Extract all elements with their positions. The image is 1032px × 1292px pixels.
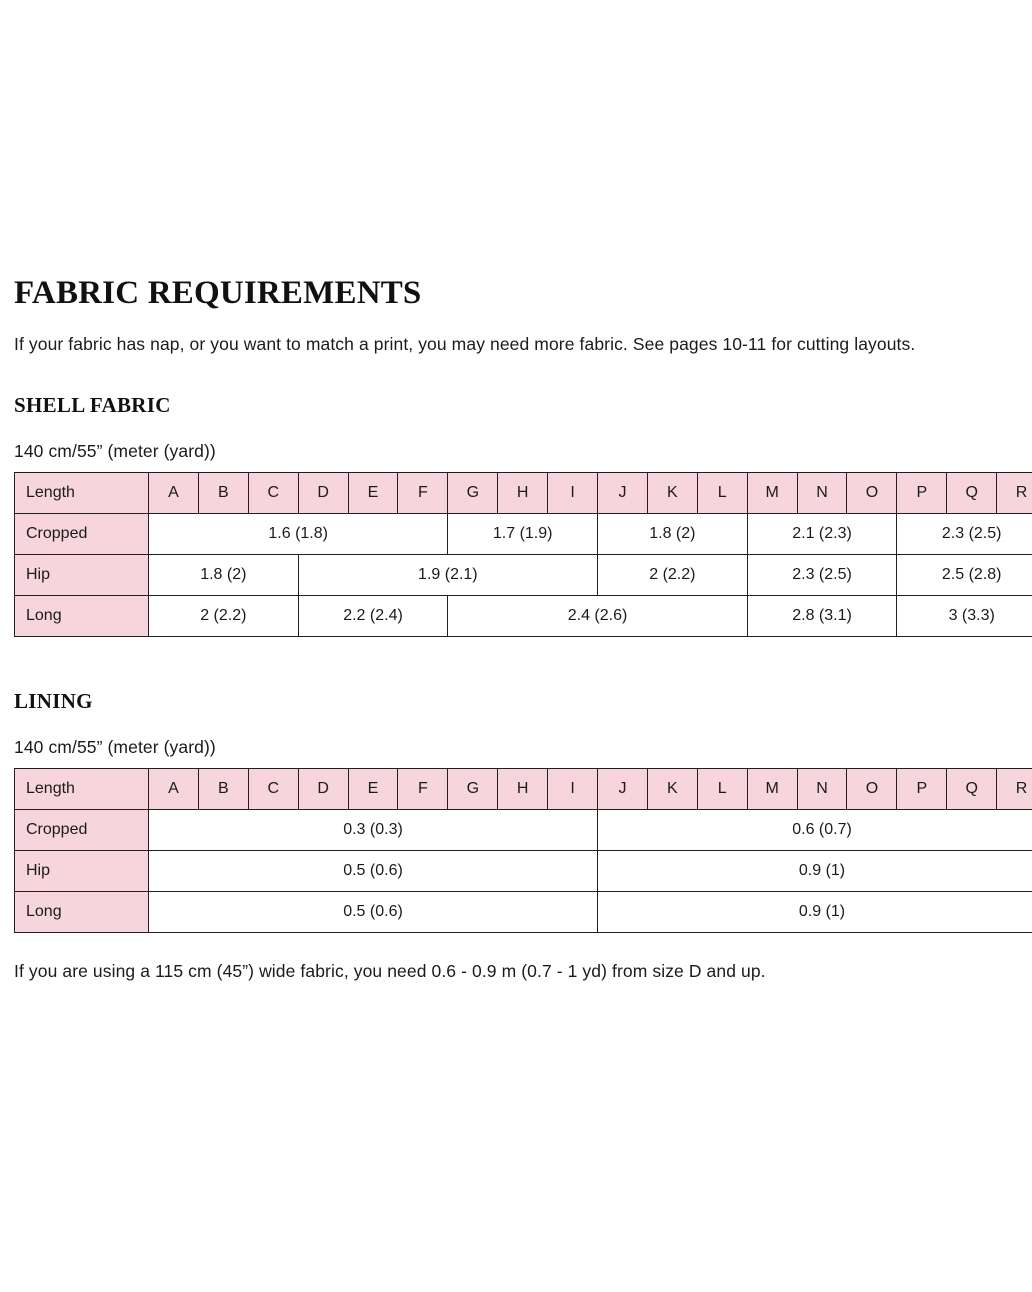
measurement-cell: 3 (3.3): [897, 596, 1032, 637]
header-size-g: G: [448, 769, 498, 810]
measurement-cell: 0.3 (0.3): [149, 810, 598, 851]
header-size-d: D: [298, 769, 348, 810]
shell-fabric-table: [14, 472, 1032, 637]
header-size-c: C: [248, 769, 298, 810]
header-length-label: Length: [15, 769, 149, 810]
header-size-j: J: [598, 769, 648, 810]
measurement-cell: 2.4 (2.6): [448, 596, 747, 637]
header-size-r: R: [997, 473, 1032, 514]
table-header-row: [15, 769, 1032, 810]
table-row: [15, 892, 1032, 933]
measurement-cell: 2.3 (2.5): [747, 555, 897, 596]
measurement-cell: 2.1 (2.3): [747, 514, 897, 555]
header-size-l: L: [697, 769, 747, 810]
measurement-cell: 0.9 (1): [598, 892, 1032, 933]
table-row: [15, 555, 1032, 596]
header-size-h: H: [498, 473, 548, 514]
header-size-q: Q: [947, 769, 997, 810]
header-size-e: E: [348, 769, 398, 810]
table-row: [15, 596, 1032, 637]
measurement-cell: 2.8 (3.1): [747, 596, 897, 637]
lining-table-caption: 140 cm/55” (meter (yard)): [14, 737, 216, 758]
measurement-cell: 2.2 (2.4): [298, 596, 448, 637]
header-size-e: E: [348, 473, 398, 514]
header-size-p: P: [897, 473, 947, 514]
header-size-b: B: [198, 769, 248, 810]
row-label: Hip: [15, 851, 149, 892]
measurement-cell: 0.6 (0.7): [598, 810, 1032, 851]
section-heading-lining: LINING: [14, 689, 93, 714]
measurement-cell: 2.5 (2.8): [897, 555, 1032, 596]
header-size-g: G: [448, 473, 498, 514]
header-size-f: F: [398, 769, 448, 810]
section-heading-shell-fabric: SHELL FABRIC: [14, 393, 171, 418]
header-size-f: F: [398, 473, 448, 514]
row-label: Long: [15, 892, 149, 933]
lining-table-body: [15, 769, 1032, 933]
header-size-q: Q: [947, 473, 997, 514]
measurement-cell: 2.3 (2.5): [897, 514, 1032, 555]
header-size-k: K: [647, 769, 697, 810]
header-size-a: A: [149, 769, 199, 810]
row-label: Hip: [15, 555, 149, 596]
row-label: Long: [15, 596, 149, 637]
header-size-i: I: [548, 769, 598, 810]
measurement-cell: 1.7 (1.9): [448, 514, 598, 555]
lining-fabric-table: [14, 768, 1032, 933]
shell-table-caption: 140 cm/55” (meter (yard)): [14, 441, 216, 462]
header-size-m: M: [747, 769, 797, 810]
measurement-cell: 1.8 (2): [149, 555, 299, 596]
measurement-cell: 1.8 (2): [598, 514, 748, 555]
page-title: FABRIC REQUIREMENTS: [14, 275, 422, 311]
row-label: Cropped: [15, 810, 149, 851]
table-row: [15, 851, 1032, 892]
shell-table-body: [15, 473, 1032, 637]
row-label: Cropped: [15, 514, 149, 555]
header-size-a: A: [149, 473, 199, 514]
header-size-o: O: [847, 769, 897, 810]
header-size-i: I: [548, 473, 598, 514]
header-size-h: H: [498, 769, 548, 810]
measurement-cell: 1.6 (1.8): [149, 514, 448, 555]
header-size-l: L: [697, 473, 747, 514]
header-size-c: C: [248, 473, 298, 514]
header-size-n: N: [797, 473, 847, 514]
header-size-m: M: [747, 473, 797, 514]
measurement-cell: 1.9 (2.1): [298, 555, 597, 596]
measurement-cell: 2 (2.2): [149, 596, 299, 637]
measurement-cell: 0.9 (1): [598, 851, 1032, 892]
header-size-d: D: [298, 473, 348, 514]
table-row: [15, 810, 1032, 851]
header-size-b: B: [198, 473, 248, 514]
header-length-label: Length: [15, 473, 149, 514]
header-size-r: R: [997, 769, 1032, 810]
table-row: [15, 514, 1032, 555]
measurement-cell: 0.5 (0.6): [149, 892, 598, 933]
header-size-n: N: [797, 769, 847, 810]
footnote-paragraph: If you are using a 115 cm (45”) wide fabric, you need 0.6 - 0.9 m (0.7 - 1 yd) from size D and up.: [14, 961, 766, 982]
measurement-cell: 2 (2.2): [598, 555, 748, 596]
header-size-o: O: [847, 473, 897, 514]
header-size-k: K: [647, 473, 697, 514]
intro-paragraph: If your fabric has nap, or you want to match a print, you may need more fabric. See pages 10-11 for cutting layouts.: [14, 333, 916, 354]
table-header-row: [15, 473, 1032, 514]
header-size-j: J: [598, 473, 648, 514]
header-size-p: P: [897, 769, 947, 810]
measurement-cell: 0.5 (0.6): [149, 851, 598, 892]
